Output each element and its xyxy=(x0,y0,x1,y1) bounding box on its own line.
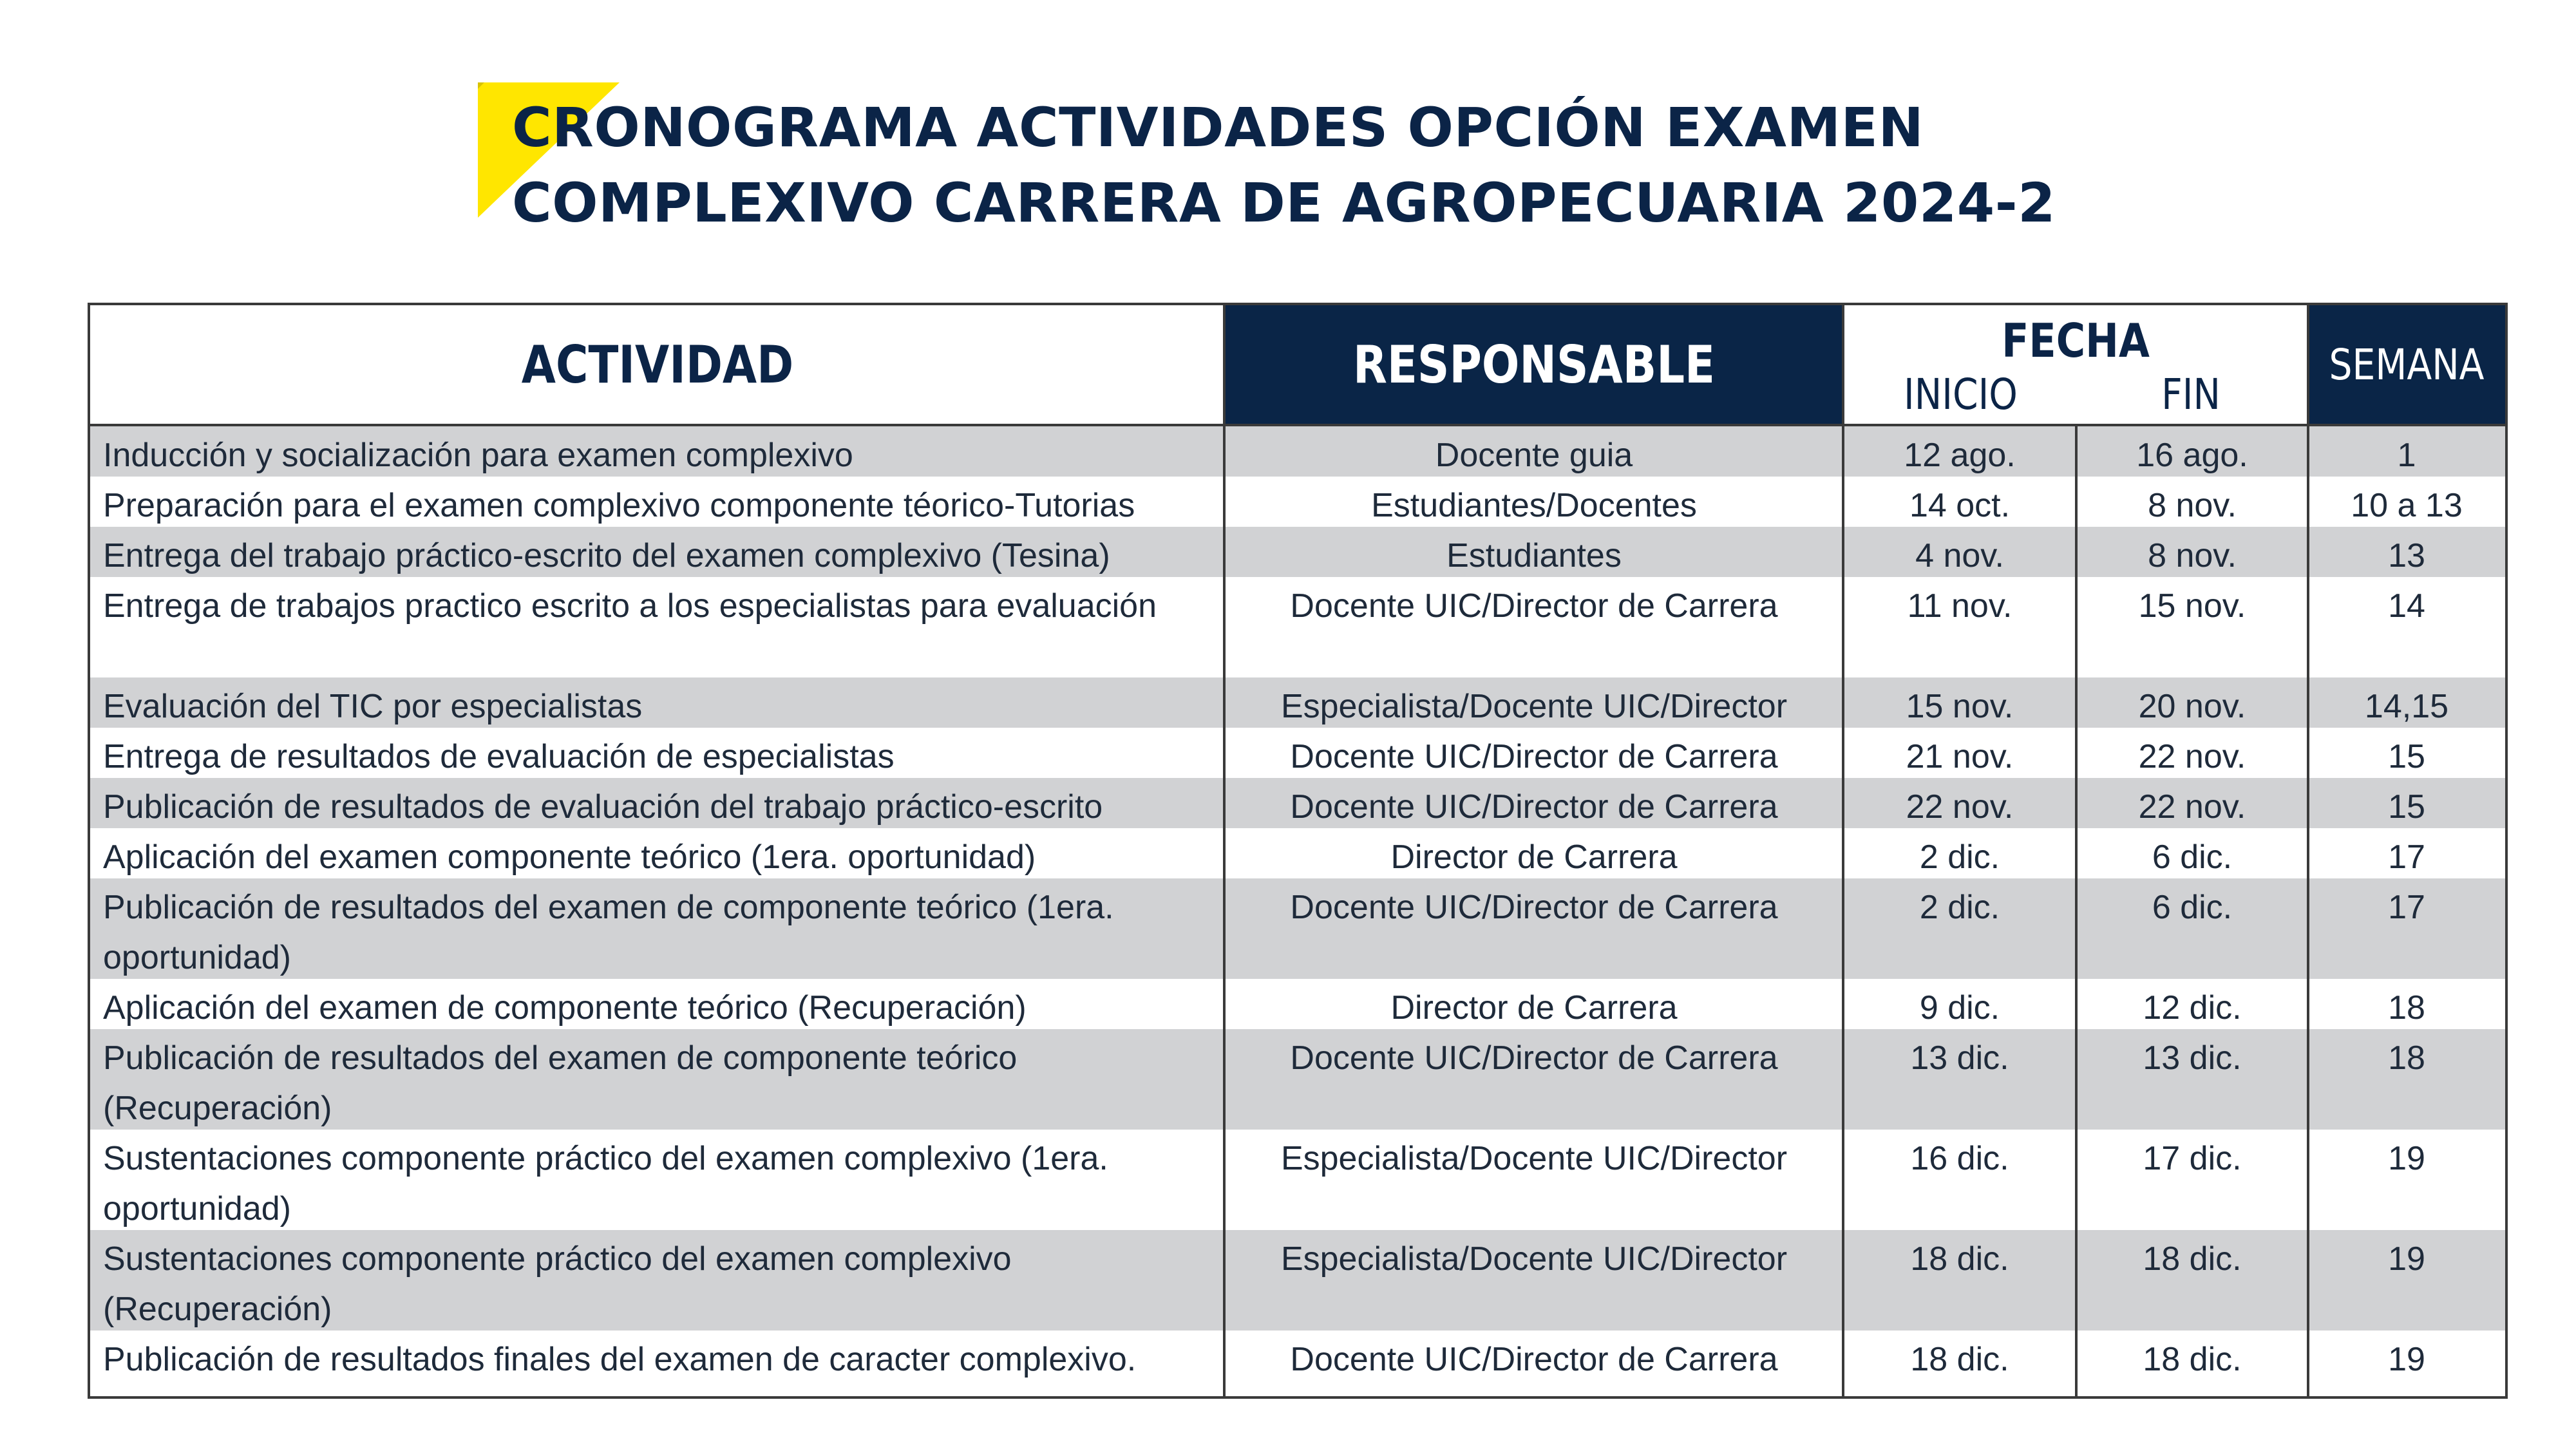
header-semana-label: SEMANA xyxy=(2329,339,2485,390)
cell-fin: 20 nov. xyxy=(2138,688,2246,725)
cell-responsable: Especialista/Docente UIC/Director xyxy=(1280,1140,1788,1177)
column-divider xyxy=(2307,305,2309,1396)
cell-responsable: Estudiantes xyxy=(1446,537,1622,574)
cell-responsable: Docente UIC/Director de Carrera xyxy=(1290,889,1778,926)
cell-actividad: Sustentaciones componente práctico del examen complexivo (Recuperación) xyxy=(103,1240,1012,1328)
title-line-2: COMPLEXIVO CARRERA DE AGROPECUARIA 2024-2 xyxy=(512,171,2056,234)
cell-responsable: Especialista/Docente UIC/Director xyxy=(1280,688,1788,725)
cell-responsable: Docente UIC/Director de Carrera xyxy=(1290,788,1778,826)
cell-fin: 17 dic. xyxy=(2143,1140,2242,1177)
cell-inicio: 22 nov. xyxy=(1906,788,2014,826)
cell-semana: 19 xyxy=(2388,1240,2425,1278)
cell-semana: 13 xyxy=(2388,537,2425,574)
cell-inicio: 16 dic. xyxy=(1910,1140,2009,1177)
cell-actividad: Sustentaciones componente práctico del examen complexivo (1era. oportunidad) xyxy=(103,1140,1108,1227)
cell-fin: 16 ago. xyxy=(2136,437,2248,474)
cell-semana: 15 xyxy=(2388,738,2425,775)
column-divider xyxy=(2075,424,2078,1399)
table-row xyxy=(90,778,2505,828)
cell-fin: 18 dic. xyxy=(2143,1341,2242,1378)
cell-actividad: Preparación para el examen complexivo componente téorico-Tutorias xyxy=(103,487,1135,524)
table-row xyxy=(90,1029,2505,1130)
header-fecha xyxy=(1843,305,2308,424)
cell-inicio: 12 ago. xyxy=(1904,437,2016,474)
column-divider xyxy=(1223,305,1226,1396)
cell-semana: 18 xyxy=(2388,1039,2425,1077)
cell-fin: 15 nov. xyxy=(2138,587,2246,625)
cell-semana: 14,15 xyxy=(2364,688,2449,725)
page-title xyxy=(512,90,2056,241)
table-row xyxy=(90,828,2505,878)
cell-actividad: Aplicación del examen componente teórico (1era. oportunidad) xyxy=(103,838,1036,876)
cell-inicio: 11 nov. xyxy=(1907,587,2012,625)
table-row xyxy=(90,1130,2505,1230)
cell-inicio: 15 nov. xyxy=(1906,688,2014,725)
cell-responsable: Docente guia xyxy=(1435,437,1633,474)
cell-actividad: Entrega de trabajos practico escrito a los especialistas para evaluación xyxy=(103,587,1157,625)
table-row xyxy=(90,979,2505,1029)
table-row xyxy=(90,878,2505,979)
cell-semana: 17 xyxy=(2388,889,2425,926)
header-actividad-label: ACTIVIDAD xyxy=(521,334,794,395)
cell-semana: 15 xyxy=(2388,788,2425,826)
table-row xyxy=(90,477,2505,527)
table-row xyxy=(90,1230,2505,1331)
cell-responsable: Director de Carrera xyxy=(1390,838,1678,876)
cell-fin: 22 nov. xyxy=(2138,788,2246,826)
cell-actividad: Inducción y socialización para examen complexivo xyxy=(103,437,853,474)
cell-fin: 6 dic. xyxy=(2152,838,2233,876)
column-divider xyxy=(1842,305,1844,1396)
cell-inicio: 2 dic. xyxy=(1919,889,2000,926)
cell-responsable: Docente UIC/Director de Carrera xyxy=(1290,587,1778,625)
cell-inicio: 13 dic. xyxy=(1910,1039,2009,1077)
cell-semana: 18 xyxy=(2388,989,2425,1027)
cell-responsable: Docente UIC/Director de Carrera xyxy=(1290,1039,1778,1077)
cell-inicio: 9 dic. xyxy=(1919,989,2000,1027)
cell-responsable: Docente UIC/Director de Carrera xyxy=(1290,1341,1778,1378)
table-row xyxy=(90,426,2505,477)
header-divider xyxy=(90,424,2505,426)
cell-actividad: Publicación de resultados del examen de componente teórico (Recuperación) xyxy=(103,1039,1018,1127)
cell-actividad: Entrega de resultados de evaluación de especialistas xyxy=(103,738,895,775)
header-responsable xyxy=(1225,305,1843,424)
cell-semana: 19 xyxy=(2388,1341,2425,1378)
header-actividad xyxy=(90,305,1225,424)
cell-actividad: Publicación de resultados de evaluación del trabajo práctico-escrito xyxy=(103,788,1103,826)
cell-fin: 8 nov. xyxy=(2148,487,2237,524)
table-row xyxy=(90,577,2505,677)
cell-responsable: Docente UIC/Director de Carrera xyxy=(1290,738,1778,775)
cell-inicio: 14 oct. xyxy=(1909,487,2011,524)
cell-fin: 22 nov. xyxy=(2138,738,2246,775)
cell-actividad: Publicación de resultados finales del examen de caracter complexivo. xyxy=(103,1341,1137,1378)
cell-semana: 14 xyxy=(2388,587,2425,625)
cell-fin: 8 nov. xyxy=(2148,537,2237,574)
table-row xyxy=(90,527,2505,577)
cell-inicio: 18 dic. xyxy=(1910,1240,2009,1278)
header-semana xyxy=(2308,305,2505,424)
cell-actividad: Publicación de resultados del examen de componente teórico (1era. oportunidad) xyxy=(103,889,1114,976)
cell-inicio: 21 nov. xyxy=(1906,738,2014,775)
cell-semana: 19 xyxy=(2388,1140,2425,1177)
cell-responsable: Especialista/Docente UIC/Director xyxy=(1280,1240,1788,1278)
table-row xyxy=(90,728,2505,778)
cell-responsable: Director de Carrera xyxy=(1390,989,1678,1027)
cell-semana: 17 xyxy=(2388,838,2425,876)
cell-responsable: Estudiantes/Docentes xyxy=(1371,487,1697,524)
header-fin-label: FIN xyxy=(2161,370,2221,419)
cell-semana: 10 a 13 xyxy=(2351,487,2463,524)
header-responsable-label: RESPONSABLE xyxy=(1352,334,1716,395)
cell-fin: 18 dic. xyxy=(2143,1240,2242,1278)
cell-fin: 6 dic. xyxy=(2152,889,2233,926)
header-fecha-label: FECHA xyxy=(2002,314,2150,368)
cell-actividad: Aplicación del examen de componente teórico (Recuperación) xyxy=(103,989,1027,1027)
schedule-table xyxy=(88,303,2508,1399)
header-inicio-label: INICIO xyxy=(1904,370,2018,419)
cell-actividad: Entrega del trabajo práctico-escrito del examen complexivo (Tesina) xyxy=(103,537,1110,574)
cell-fin: 12 dic. xyxy=(2143,989,2242,1027)
cell-inicio: 2 dic. xyxy=(1919,838,2000,876)
cell-semana: 1 xyxy=(2397,437,2416,474)
table-row xyxy=(90,677,2505,728)
cell-actividad: Evaluación del TIC por especialistas xyxy=(103,688,643,725)
cell-inicio: 18 dic. xyxy=(1910,1341,2009,1378)
cell-fin: 13 dic. xyxy=(2143,1039,2242,1077)
cell-inicio: 4 nov. xyxy=(1915,537,2004,574)
title-line-1: CRONOGRAMA ACTIVIDADES OPCIÓN EXAMEN xyxy=(512,96,1924,159)
table-row xyxy=(90,1331,2505,1381)
